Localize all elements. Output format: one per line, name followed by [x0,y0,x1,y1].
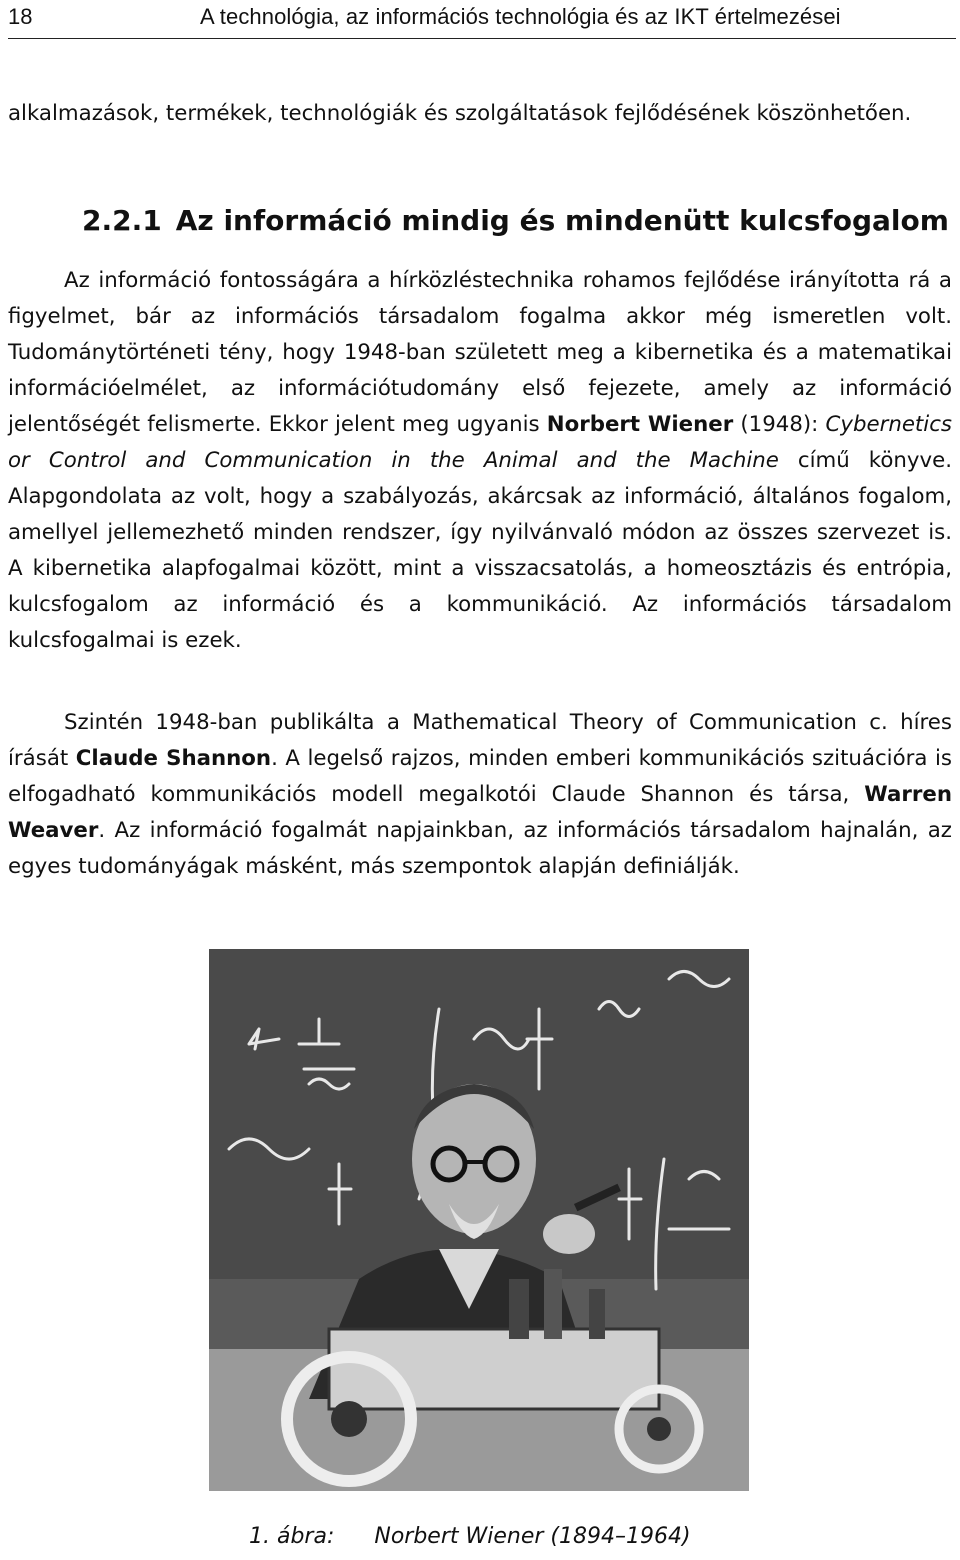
text-run: . Az információ fogalmát napjainkban, az információs társadalom hajnalán, az egyes tudományágak másként, más szempontok alapján definiálják. [8,818,952,879]
photo-illustration [209,949,749,1491]
page-number: 18 [8,4,33,29]
book-title: Cybernetics or Control and Communication in the Animal and the Machine [8,412,953,473]
text-run: (1948): [733,412,826,437]
person-name: Claude Shannon [75,746,272,771]
caption-label: 1. ábra: [249,1524,335,1549]
text-run: . A legelső rajzos, minden emberi kommunikációs szituációra is elfogadható kommunikációs modell megalkotói Claude Shannon és társa, [8,746,952,807]
person-name: Warren Weaver [8,782,952,843]
figure-caption [249,1524,691,1549]
section-title: Az információ mindig és mindenütt kulcsfogalom [175,204,949,237]
paragraph-intro: alkalmazások, termékek, technológiák és szolgáltatások fejlődésének köszönhetően. [8,101,912,126]
running-title: A technológia, az információs technológia és az IKT értelmezései [200,4,841,29]
text-run: Az információ fontosságára a hírközléstechnika rohamos fejlődése irányította rá a figyelmet, bár az információs társadalom fogalma akkor még ismeretlen volt. Tudománytörténeti tény, hogy 1948-ban született meg a kibernetika és a matematikai információelmélet, az információtudomány első fejezete, amely az információ jelentőségét felismerte. Ekkor jelent meg ugyanis [8,268,952,437]
caption-text: Norbert Wiener (1894–1964) [374,1524,691,1549]
paragraph-wiener [8,263,952,659]
text-run: című könyve. Alapgondolata az volt, hogy a szabályozás, akárcsak az információ, általános fogalom, amellyel jellemezhető minden rendszer, így nyilvánvaló módon az összes szervezet is. A kibernetika alapfogalmai között, mint a visszacsatolás, a homeosztázis és entrópia, kulcsfogalom az információ és a kommunikáció. Az információs társadalom kulcsfogalmai is ezek. [8,448,952,653]
figure-photo [209,949,749,1491]
section-heading [82,204,949,237]
author-name: Norbert Wiener [546,412,734,437]
page-header [8,0,956,39]
section-number: 2.2.1 [82,204,162,237]
text-run: Szintén 1948-ban publikálta a Mathematical Theory of Communication c. híres írását [8,710,952,771]
paragraph-shannon [8,705,952,885]
